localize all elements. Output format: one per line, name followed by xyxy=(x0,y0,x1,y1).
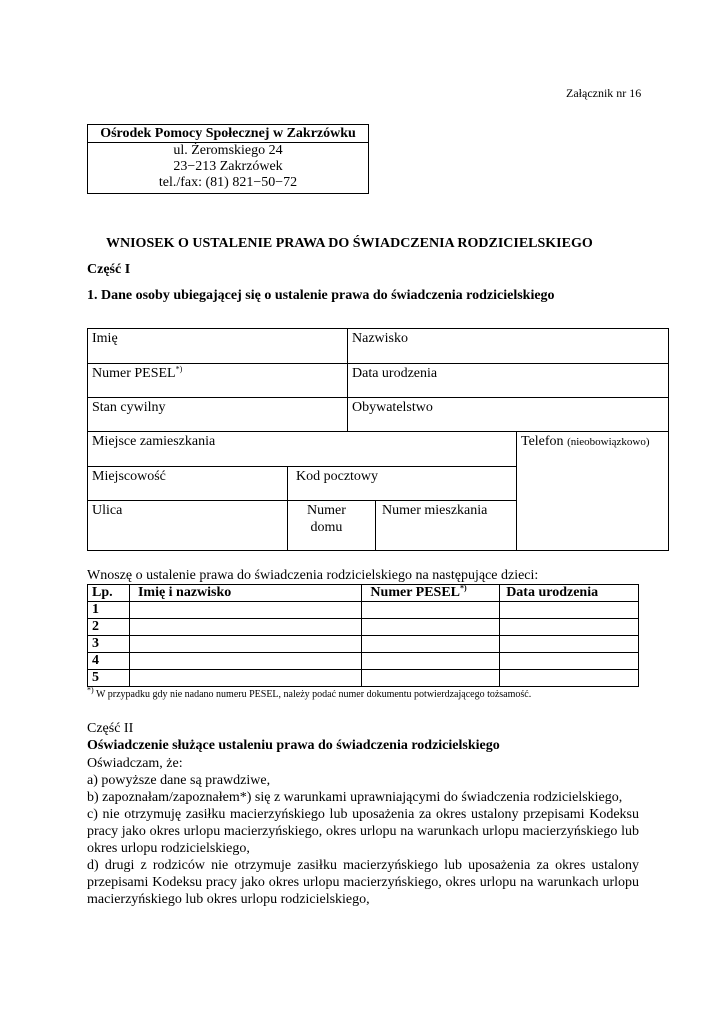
form-title: WNIOSEK O USTALENIE PRAWA DO ŚWIADCZENIA RODZICIELSKIEGO xyxy=(106,236,593,251)
child-name-cell[interactable] xyxy=(129,653,361,670)
child-name-cell[interactable] xyxy=(129,619,361,636)
pesel-label: Numer PESEL xyxy=(92,366,176,381)
name-column-label: Imię i nazwisko xyxy=(137,585,232,600)
part1-heading: Część I xyxy=(87,262,131,277)
part2-heading: Część II xyxy=(87,721,134,736)
postal-code-field[interactable] xyxy=(288,467,517,501)
section1-title: 1. Dane osoby ubiegającej się o ustalenie prawa do świadczenia rodzicielskiego xyxy=(87,288,555,303)
town-field[interactable] xyxy=(88,467,288,501)
birth-date-field[interactable] xyxy=(348,364,668,398)
apartment-number-label: Numer mieszkania xyxy=(382,503,488,518)
marital-status-label: Stan cywilny xyxy=(92,400,166,415)
first-name-field[interactable] xyxy=(88,329,348,364)
child-birth-cell[interactable] xyxy=(500,670,639,687)
declaration-item-a: a) powyższe dane są prawdziwe, xyxy=(87,773,271,788)
postal-code-label: Kod pocztowy xyxy=(296,469,379,484)
house-number-label: Numer domu xyxy=(307,503,346,535)
name-column-header xyxy=(129,585,361,602)
row-number: 3 xyxy=(88,636,130,653)
last-name-field[interactable] xyxy=(348,329,668,364)
child-pesel-cell[interactable] xyxy=(362,602,500,619)
first-name-label: Imię xyxy=(92,331,118,346)
child-birth-cell[interactable] xyxy=(500,619,639,636)
office-city: 23−213 Zakrzówek xyxy=(173,159,283,174)
declaration-item-b: b) zapoznałam/zapoznałem*) się z warunkami uprawniającymi do świadczenia rodzicielskiego, xyxy=(87,790,623,805)
town-label: Miejscowość xyxy=(92,469,166,484)
birth-column-header xyxy=(500,585,639,602)
phone-field[interactable] xyxy=(517,432,668,550)
table-row xyxy=(88,653,639,670)
residence-label: Miejsce zamieszkania xyxy=(92,434,216,449)
phone-label: Telefon xyxy=(521,434,564,449)
children-intro: Wnoszę o ustalenie prawa do świadczenia rodzicielskiego na następujące dzieci: xyxy=(87,568,539,583)
footnote-text: W przypadku gdy nie nadano numeru PESEL, należy podać numer dokumentu potwierdzającego tożsamość. xyxy=(93,689,532,700)
pesel-column-mark: *) xyxy=(460,583,467,593)
residence-header xyxy=(88,432,517,467)
children-table xyxy=(87,584,639,687)
child-name-cell[interactable] xyxy=(129,602,361,619)
child-pesel-cell[interactable] xyxy=(362,636,500,653)
birth-date-label: Data urodzenia xyxy=(352,366,438,381)
row-number: 1 xyxy=(88,602,130,619)
child-birth-cell[interactable] xyxy=(500,653,639,670)
child-name-cell[interactable] xyxy=(129,636,361,653)
pesel-column-header xyxy=(362,585,500,602)
last-name-label: Nazwisko xyxy=(352,331,408,346)
apartment-number-field[interactable] xyxy=(376,501,517,550)
applicant-data-grid xyxy=(87,328,669,551)
office-name: Ośrodek Pomocy Społecznej w Zakrzówku xyxy=(88,125,368,143)
child-birth-cell[interactable] xyxy=(500,636,639,653)
birth-column-label: Data urodzenia xyxy=(506,585,599,600)
house-number-field[interactable] xyxy=(288,501,376,550)
children-table-header xyxy=(88,585,639,602)
office-address-box xyxy=(87,124,369,194)
row-number: 5 xyxy=(88,670,130,687)
table-row xyxy=(88,602,639,619)
pesel-footnote-mark: *) xyxy=(175,364,183,374)
street-label: Ulica xyxy=(92,503,123,518)
office-street: ul. Żeromskiego 24 xyxy=(173,143,283,158)
row-number: 2 xyxy=(88,619,130,636)
citizenship-field[interactable] xyxy=(348,398,668,432)
child-pesel-cell[interactable] xyxy=(362,670,500,687)
table-row xyxy=(88,670,639,687)
pesel-column-label: Numer PESEL xyxy=(370,585,461,600)
lp-column-header: Lp. xyxy=(88,585,130,602)
street-field[interactable] xyxy=(88,501,288,550)
row-number: 4 xyxy=(88,653,130,670)
child-pesel-cell[interactable] xyxy=(362,653,500,670)
declaration-intro: Oświadczam, że: xyxy=(87,756,183,771)
marital-status-field[interactable] xyxy=(88,398,348,432)
pesel-field[interactable] xyxy=(88,364,348,398)
office-phone: tel./fax: (81) 821−50−72 xyxy=(158,175,298,190)
phone-note: (nieobowiązkowo) xyxy=(567,436,650,448)
declaration-item-d: d) drugi z rodziców nie otrzymuje zasiłku macierzyńskiego lub uposażenia za okres ustalony przepisami Kodeksu pracy jako okres urlopu macierzyńskiego, okres urlopu na warunkach urlopu macierzyńskiego lub okres urlopu rodzicielskiego, xyxy=(87,858,639,907)
declaration-body xyxy=(87,755,639,908)
child-pesel-cell[interactable] xyxy=(362,619,500,636)
declaration-title: Oświadczenie służące ustaleniu prawa do świadczenia rodzicielskiego xyxy=(87,738,500,753)
citizenship-label: Obywatelstwo xyxy=(352,400,433,415)
table-row xyxy=(88,619,639,636)
child-name-cell[interactable] xyxy=(129,670,361,687)
child-birth-cell[interactable] xyxy=(500,602,639,619)
table-row xyxy=(88,636,639,653)
footnote-mark: *) xyxy=(87,685,94,695)
pesel-footnote xyxy=(87,685,532,701)
declaration-item-c: c) nie otrzymuję zasiłku macierzyńskiego lub uposażenia za okres ustalony przepisami Kodeksu pracy jako okres urlopu macierzyńskiego, okres urlopu na warunkach urlopu macierzyńskiego lub okres urlopu rodzicielskiego, xyxy=(87,807,639,856)
annex-number: Załącznik nr 16 xyxy=(566,86,642,100)
